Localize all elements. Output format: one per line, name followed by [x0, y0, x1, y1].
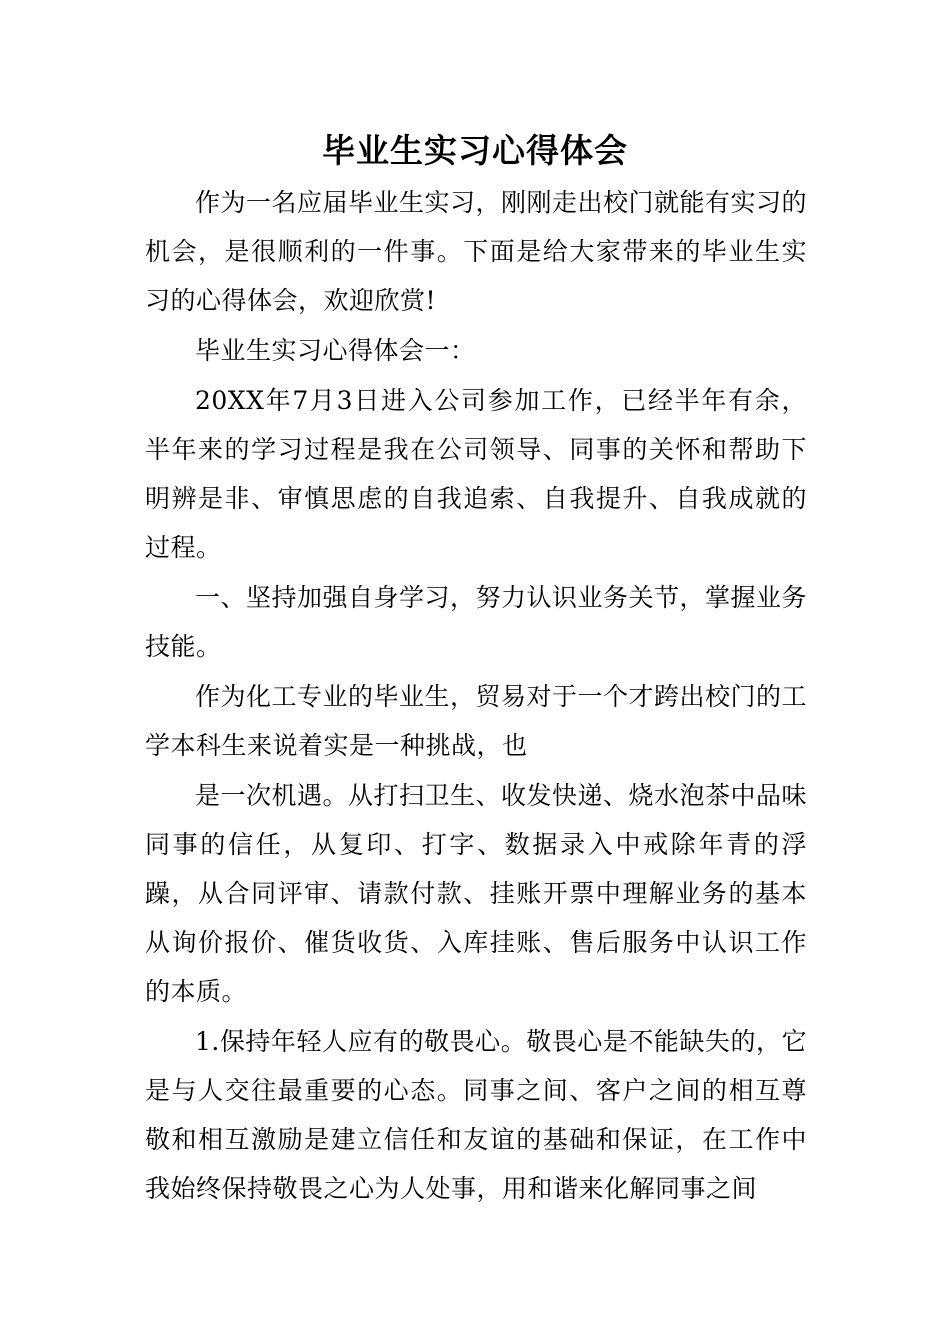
paragraph-challenge: 作为化工专业的毕业生，贸易对于一个才跨出校门的工学本科生来说着实是一种挑战，也: [145, 682, 808, 760]
document-body: [145, 178, 807, 1213]
paragraph-point-one: 一、坚持加强自身学习，努力认识业务关节，掌握业务技能。: [145, 583, 808, 661]
paragraph-start-date: 20XX年7月3日进入公司参加工作，已经半年有余，半年来的学习过程是我在公司领导、同事的关怀和帮助下明辨是非、审慎思虑的自我追索、自我提升、自我成就的过程。: [145, 386, 807, 562]
paragraph-section-heading: 毕业生实习心得体会一：: [195, 336, 476, 365]
paragraph-opportunity: 是一次机遇。从打扫卫生、收发快递、烧水泡茶中品味同事的信任，从复印、打字、数据录入中戒除年青的浮躁，从合同评审、请款付款、挂账开票中理解业务的基本从询价报价、催货收货、入库挂账、售后服务中认识工作的本质。: [145, 781, 808, 1006]
paragraph-intro: 作为一名应届毕业生实习，刚刚走出校门就能有实习的机会，是很顺利的一件事。下面是给大家带来的毕业生实习的心得体会，欢迎欣赏!: [145, 188, 808, 315]
document-title: 毕业生实习心得体会: [322, 131, 628, 170]
paragraph-respect: 1.保持年轻人应有的敬畏心。敬畏心是不能缺失的，它是与人交往最重要的心态。同事之间、客户之间的相互尊敬和相互激励是建立信任和友谊的基础和保证，在工作中我始终保持敬畏之心为人处事，用和谐来化解同事之间: [145, 1027, 807, 1203]
